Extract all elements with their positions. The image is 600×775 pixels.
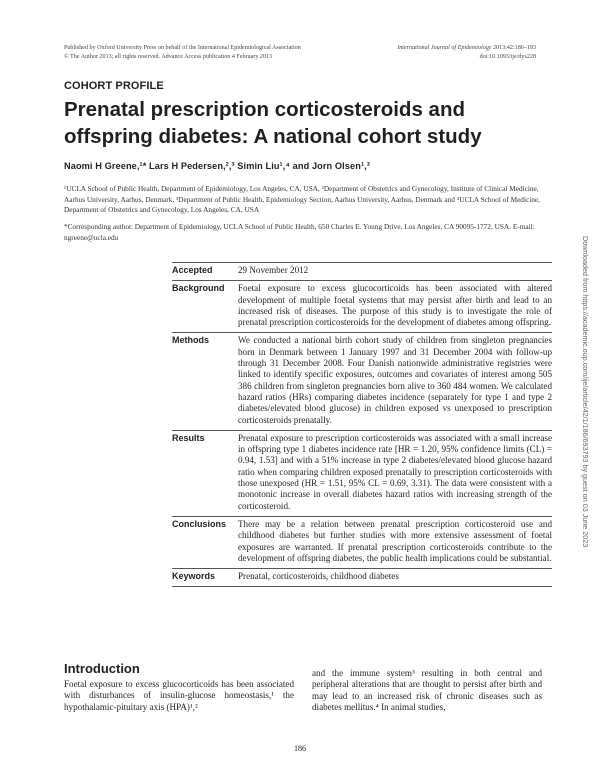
conclusions-label: Conclusions [172, 518, 227, 529]
keywords-text: Prenatal, corticosteroids, childhood diabetes [238, 571, 399, 582]
abstract-accepted-row [172, 262, 552, 280]
abstract-background-row [172, 280, 552, 332]
introduction-left-column: Foetal exposure to excess glucocorticoids has been associated with disturbances of insulin-glucose homeostasis,¹ the hypothalamic-pituitary axis (HPA)¹,² [64, 679, 294, 712]
accepted-date: 29 November 2012 [238, 265, 309, 275]
methods-text: We conducted a national birth cohort study of children from singleton pregnancies born in Denmark between 1 January 1997 and 31 December 2004 with follow-up through 31 December 2008. Four Danish nationwide administrative registries were linked to identify specific exposures, outcomes and covariates of interest among 505 386 children from singleton pregnancies born alive to 360 484 women. We calculated hazard ratios (HRs) comparing diabetes incidence (separately for type 1 and type 2 diabetes/elevated blood glucose) in children exposed vs unexposed to prescription corticosteroids prenatally. [238, 335, 552, 425]
page-number: 186 [294, 744, 306, 753]
corresponding-author: *Corresponding author. Department of Epidemiology, UCLA School of Public Health, 650 Charles E. Young Drive, Los Angeles, CA 90095-1772, USA. E-mail: ngreene@ucla.edu [64, 222, 535, 242]
methods-label: Methods [172, 335, 209, 346]
abstract [172, 262, 552, 587]
publisher-line: Published by Oxford University Press on behalf of the International Epidemiological Association [64, 45, 301, 51]
background-text: Foetal exposure to excess glucocorticoids has been associated with altered development of multiple foetal systems that may persist after birth and lead to an increased risk of diseases. The purpose of this study is to investigate the role of prenatal prescription corticosteroids for the development of diabetes among offspring. [238, 283, 552, 328]
abstract-keywords-row [172, 568, 552, 587]
journal-citation [397, 44, 536, 53]
background-label: Background [172, 283, 225, 294]
section-label: COHORT PROFILE [64, 80, 164, 92]
results-label: Results [172, 432, 205, 443]
copyright-line: © The Author 2013; all rights reserved. Advance Access publication 4 February 2013 [64, 54, 273, 60]
abstract-methods-row [172, 332, 552, 429]
running-header-right [397, 44, 536, 62]
introduction-right-column: and the immune system³ resulting in both central and peripheral alterations that are thought to persist after birth and may lead to an increased risk of chronic diseases such as diabetes mellitus.⁴ In animal studies, [312, 668, 542, 713]
doi-line[interactable]: doi:10.1093/ije/dys228 [479, 54, 536, 60]
download-watermark [579, 236, 591, 636]
introduction-heading: Introduction [64, 661, 140, 676]
running-header-left [64, 44, 301, 62]
journal-volume: 2013;42:186–193 [491, 45, 536, 51]
download-watermark-text: Downloaded from https://academic.oup.com/ije/article/42/1/186/693793 by guest on 03 June 2023 [581, 236, 590, 548]
article-title: Prenatal prescription corticosteroids and offspring diabetes: A national cohort study [64, 98, 482, 148]
accepted-label: Accepted [172, 265, 213, 275]
conclusions-text: There may be a relation between prenatal prescription corticosteroid use and childhood diabetes but further studies with more extensive assessment of foetal exposures are warranted. If prenatal prescription corticosteroids contribute to the development of offspring diabetes, the public health implications could be substantial. [238, 518, 552, 563]
abstract-results-row [172, 430, 552, 516]
abstract-conclusions-row [172, 516, 552, 568]
author-list: Naomi H Greene,¹* Lars H Pedersen,²,³ Simin Liu¹,⁴ and Jorn Olsen¹,³ [64, 161, 370, 171]
results-text: Prenatal exposure to prescription corticosteroids was associated with a small increase in offspring type 1 diabetes incidence rate [HR = 1.20, 95% confidence limits (CL) = 0.94, 1.53] and with a 51% increase in type 2 diabetes/elevated blood glucose hazard ratio when comparing children exposed prenatally to prescription corticosteroids with those unexposed (HR = 1.51, 95% CL = 0.69, 3.31). The data were consistent with a monotonic increase in overall diabetes hazard ratios with increasing strength of the corticosteroid. [238, 432, 552, 511]
journal-name: International Journal of Epidemiology [397, 45, 492, 51]
keywords-label: Keywords [172, 571, 216, 582]
affiliations: ¹UCLA School of Public Health, Department of Epidemiology, Los Angeles, CA, USA, ²Department of Obstetrics and Gynecology, Institute of Clinical Medicine, Aarhus University, Aarhus, Denmark, ³Department of Public Health, Epidemiology Section, Aarhus University, Aarhus, Denmark and ⁴UCLA School of Medicine, Department of Obstetrics and Gynecology, Los Angeles, CA, USA [64, 184, 540, 214]
